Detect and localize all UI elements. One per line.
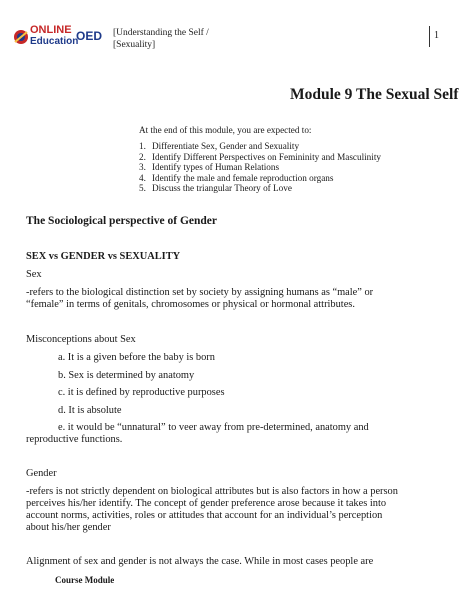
- gender-definition-line: about his/her gender: [26, 522, 111, 533]
- objectives-list: [139, 141, 381, 194]
- online-education-logo: [12, 24, 104, 52]
- footer-course-module: Course Module: [55, 575, 115, 585]
- gender-definition-line: -refers is not strictly dependent on biological attributes but is also factors in how a person: [26, 486, 398, 497]
- gender-definition-line: perceives his/her identify. The concept of gender preference arose because it takes into: [26, 498, 387, 509]
- section-heading: The Sociological perspective of Gender: [26, 215, 217, 227]
- logo-oed: OED: [76, 29, 103, 43]
- objective-item: 4. Identify the male and female reproduction organs: [139, 172, 334, 183]
- logo-text-bottom: Education: [30, 36, 79, 47]
- misconception-item: c. it is defined by reproductive purposes: [58, 387, 225, 398]
- misconception-item: b. Sex is determined by anatomy: [58, 370, 195, 381]
- misconceptions-heading: Misconceptions about Sex: [26, 334, 136, 345]
- objective-item: 2. Identify Different Perspectives on Femininity and Masculinity: [139, 151, 381, 162]
- header-divider: [429, 26, 430, 47]
- header-line-2: [Sexuality]: [113, 39, 156, 50]
- sex-definition-line-1: -refers to the biological distinction set by society by assigning humans as “male” or: [26, 287, 374, 298]
- misconception-item: d. It is absolute: [58, 405, 122, 416]
- sex-definition-line-2: “female” in terms of genitals, chromosomes or physical or hormonal attributes.: [26, 299, 355, 310]
- gender-definition-line: account norms, activities, roles or attitudes that account for an individual’s perception: [26, 510, 383, 521]
- page-title: Module 9 The Sexual Self: [290, 86, 459, 103]
- page-number: 1: [434, 30, 439, 41]
- misconception-item: a. It is a given before the baby is born: [58, 352, 215, 363]
- gender-label: Gender: [26, 468, 57, 479]
- logo-text-top: ONLINE: [30, 24, 72, 36]
- misconception-item: e. it would be “unnatural” to veer away from pre-determined, anatomy and: [58, 422, 369, 433]
- header-text: [113, 28, 209, 51]
- objective-item: 3. Identify types of Human Relations: [139, 162, 280, 173]
- subheading: SEX vs GENDER vs SEXUALITY: [26, 251, 181, 262]
- misconception-e-continued: reproductive functions.: [26, 434, 123, 445]
- objective-item: 5. Discuss the triangular Theory of Love: [139, 183, 292, 194]
- objectives-intro: At the end of this module, you are expected to:: [139, 125, 312, 135]
- header-line-1: [Understanding the Self /: [113, 28, 209, 38]
- objective-item: 1. Differentiate Sex, Gender and Sexuality: [139, 141, 300, 151]
- sex-label: Sex: [26, 269, 42, 280]
- alignment-text: Alignment of sex and gender is not always the case. While in most cases people are: [26, 556, 374, 567]
